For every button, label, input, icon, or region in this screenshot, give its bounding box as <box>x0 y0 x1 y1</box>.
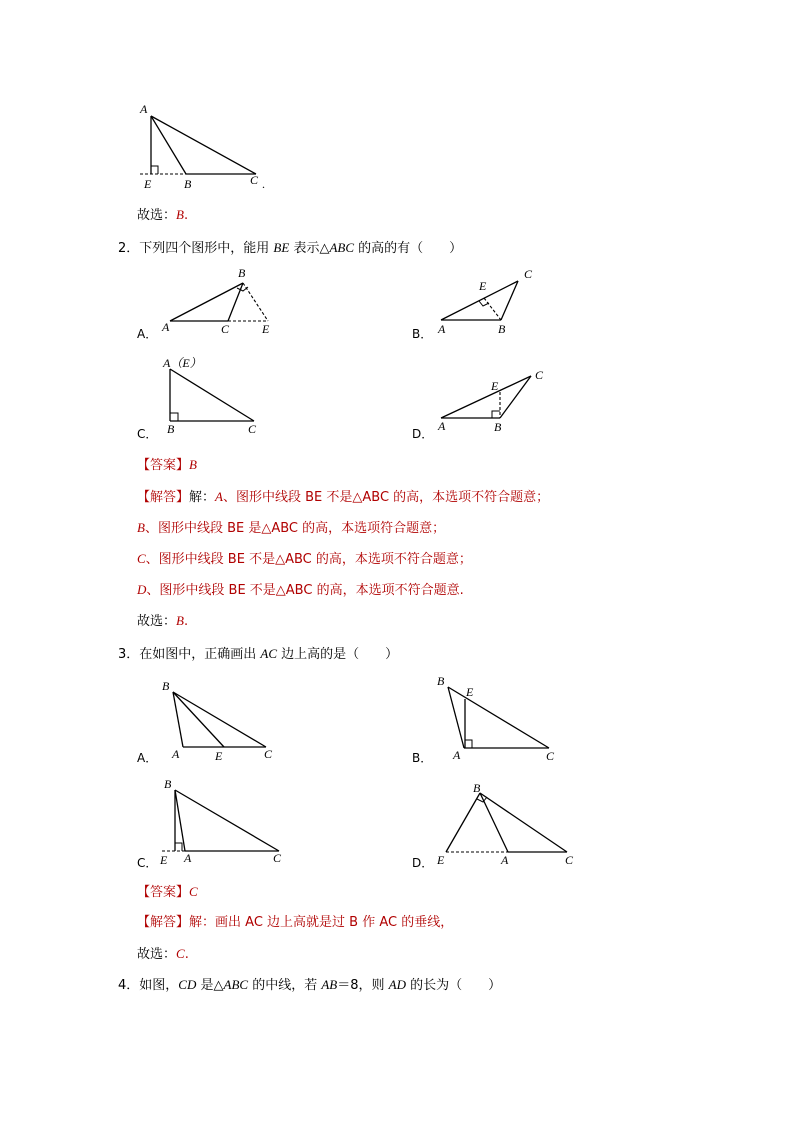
point-label: C <box>273 851 282 865</box>
choose-answer: C <box>176 946 185 961</box>
question-number: 3． <box>118 647 140 662</box>
solution-letter: C <box>137 551 146 566</box>
q2-option-c-label: C． <box>137 427 158 441</box>
stem-text: ＝8，则 <box>337 978 389 993</box>
point-label: E <box>437 853 445 867</box>
point-label: B <box>167 422 175 436</box>
choose-end: . <box>184 947 189 962</box>
stem-segment: AC <box>260 646 278 661</box>
point-label: B <box>162 679 170 693</box>
point-label: B <box>437 674 445 688</box>
answer-value: B <box>189 457 197 472</box>
solution-text: 解：画出 AC 边上高就是过 B 作 AC 的垂线， <box>189 915 454 930</box>
point-label: E <box>215 749 223 763</box>
stem-text: 是△ <box>196 978 224 993</box>
solution-tag: 【解答】 <box>137 490 190 505</box>
stem-text: 在如图中，正确画出 <box>139 647 261 662</box>
point-label: C <box>221 322 230 336</box>
choose-answer: B <box>176 207 184 222</box>
stem-segment: CD <box>178 977 197 992</box>
point-label-a: A <box>140 102 148 116</box>
stem-segment: AB <box>321 977 338 992</box>
point-label: C <box>264 747 273 761</box>
point-label: C <box>535 368 544 382</box>
question-number: 4． <box>118 978 140 993</box>
choose-end: . <box>183 208 189 223</box>
answer-value: C <box>189 884 198 899</box>
stem-triangle: ABC <box>223 977 249 992</box>
stem-segment: AD <box>388 977 406 992</box>
q3-option-b-label: B． <box>412 751 433 765</box>
q2-option-a-label: A． <box>137 327 158 341</box>
solution-text: 、图形中线段 BE 不是△ABC 的高，本选项不符合题意. <box>146 583 464 598</box>
solution-letter: D <box>137 582 147 597</box>
stem-text: 的长为（ ） <box>405 978 502 993</box>
answer-tag: 【答案】 <box>137 458 190 473</box>
point-label: C <box>248 422 257 436</box>
point-label: A <box>438 419 446 433</box>
q4-stem <box>118 976 501 995</box>
point-label: C <box>524 267 533 281</box>
point-label: E <box>262 322 270 336</box>
solution-head: 解： <box>189 490 216 505</box>
choose-prefix: 故选： <box>137 614 177 629</box>
stem-text: 表示△ <box>289 241 330 256</box>
choose-answer: B <box>176 613 184 628</box>
q3-choose-line <box>137 945 189 964</box>
point-label: E <box>466 685 474 699</box>
solution-text: 、图形中线段 BE 不是△ABC 的高，本选项不符合题意； <box>222 490 550 505</box>
q2-option-b-label: B． <box>412 327 433 341</box>
stem-text: 的中线，若 <box>248 978 322 993</box>
figure-period: . <box>262 177 265 191</box>
point-label: B <box>494 420 502 434</box>
stem-text: 下列四个图形中，能用 <box>139 241 274 256</box>
point-label: A <box>172 747 180 761</box>
solution-text: 、图形中线段 BE 是△ABC 的高，本选项符合题意； <box>144 521 446 536</box>
point-label: E <box>160 853 168 867</box>
point-label: A <box>162 320 170 334</box>
point-label: E <box>491 379 499 393</box>
point-label: B <box>498 322 506 336</box>
q3-answer-line <box>137 883 198 902</box>
stem-triangle: ABC <box>329 240 355 255</box>
point-label-c: C <box>250 173 259 187</box>
question-number: 2． <box>118 241 140 256</box>
point-label: C <box>546 749 555 763</box>
solution-letter: A <box>215 489 223 504</box>
choose-prefix: 故选： <box>137 947 177 962</box>
choose-end: . <box>183 614 189 629</box>
stem-segment: BE <box>273 240 290 255</box>
point-label: A（E） <box>163 356 202 370</box>
solution-text: 、图形中线段 BE 不是△ABC 的高，本选项不符合题意； <box>145 552 472 567</box>
choose-prefix: 故选： <box>137 208 177 223</box>
point-label: A <box>453 748 461 762</box>
point-label: C <box>565 853 574 867</box>
answer-tag: 【答案】 <box>137 885 190 900</box>
q3-option-c-label: C． <box>137 856 158 870</box>
q3-solution-line <box>137 914 453 932</box>
stem-text: 的高的有（ ） <box>354 241 463 256</box>
point-label: B <box>473 781 481 795</box>
q2-option-d-label: D． <box>412 427 434 441</box>
point-label: E <box>479 279 487 293</box>
q3-option-d-label: D． <box>412 856 434 870</box>
stem-text: 如图， <box>139 978 179 993</box>
point-label: A <box>438 322 446 336</box>
point-label-e: E <box>144 177 152 191</box>
point-label: B <box>238 266 246 280</box>
point-label: B <box>164 777 172 791</box>
solution-letter: B <box>137 520 145 535</box>
point-label: A <box>184 851 192 865</box>
point-label-b: B <box>184 177 192 191</box>
stem-text: 边上高的是（ ） <box>277 647 399 662</box>
point-label: A <box>501 853 509 867</box>
solution-tag: 【解答】 <box>137 915 190 930</box>
q3-option-a-label: A． <box>137 751 158 765</box>
